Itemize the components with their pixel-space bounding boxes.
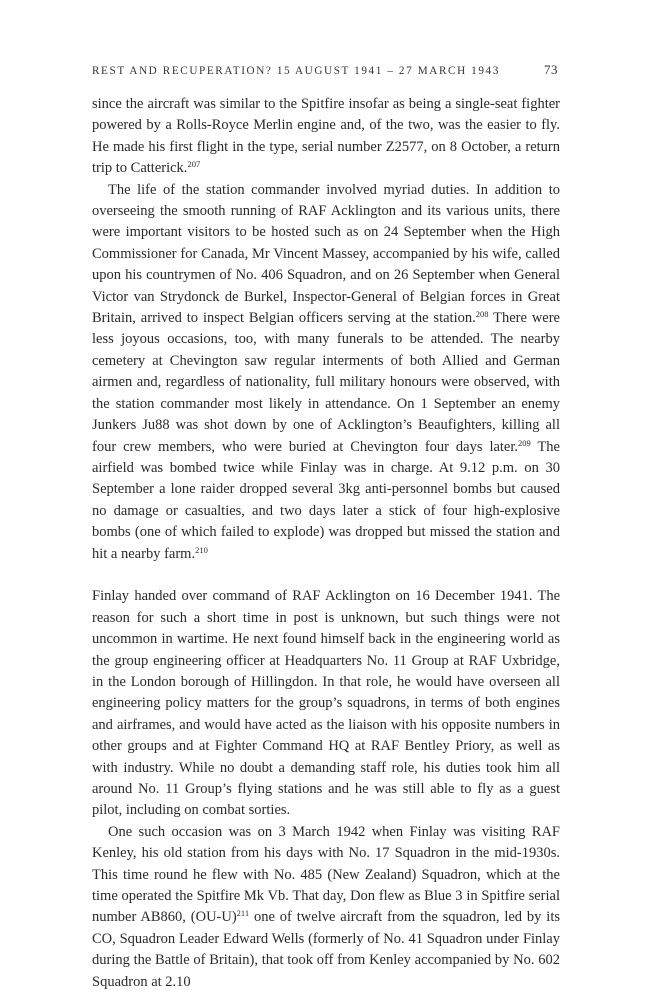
footnote-ref: 211 — [236, 908, 250, 919]
running-title: REST AND RECUPERATION? 15 AUGUST 1941 – 27 MARCH 1943 — [92, 65, 500, 77]
paragraph-handover: Finlay handed over command of RAF Acklington on 16 December 1941. The reason for such a short time in post is unknown, but such things were not uncommon in wartime. He next found himself back in the engineering world as the group engineering officer at Headquarters No. 11 Group at RAF Uxbridge, in the London borough of Hillingdon. In that role, he would have overseen all engineering policy matters for the group’s squadrons, in terms of both engines and airframes, and would have acted as the liaison with his opposite numbers in other groups and at Fighter Command HQ at RAF Bentley Priory, as well as with industry. While no doubt a demanding staff role, his duties took him all around No. 11 Group’s flying stations and he was still able to fly as a guest pilot, including on combat sorties. — [92, 588, 560, 819]
page-number: 73 — [544, 62, 558, 77]
body-text — [92, 94, 560, 993]
footnote-ref: 209 — [518, 437, 531, 448]
paragraph-station-commander: The life of the station commander involved myriad duties. In addition to overseeing the smooth running of RAF Acklington and its various units, there were important visitors to be hosted such as on 24 September when the High Commissioner for Canada, Mr Vincent Massey, accompanied by his wife, called upon his countrymen of No. 406 Squadron, and on 26 September when General Victor van Strydonck de Burkel, Inspector-General of Belgian forces in Great Britain, arrived to inspect Belgian officers serving at the station.$^{208}$ There were less joyous occasions, too, with many funerals to be attended. The nearby cemetery at Chevington saw regular interments of both Allied and German airmen and, regardless of nationality, full military honours were observed, with the station commander most likely in attendance. On 1 September an enemy Junkers Ju88 was shot down by one of Acklington’s Beaufighters, killing all four crew members, who were buried at Chevington four days later.$^{209}$ The airfield was bombed twice while Finlay was in charge. At 9.12 p.m. on 30 September a lone raider dropped several 3kg anti-personnel bombs but caused no damage or casualties, and two days later a stick of four high-explosive bombs (one of which failed to explode) was dropped but missed the station and hit a nearby farm.$^{210}$ — [92, 181, 560, 562]
running-header — [92, 62, 558, 78]
footnote-ref: 208 — [475, 309, 489, 320]
paragraph-continuation: since the aircraft was similar to the Spitfire insofar as being a single-seat fighter powered by a Rolls-Royce Merlin engine and, of the two, was the easier to fly. He made his first flight in the type, serial number Z2577, on 8 October, a return trip to Catterick.$^{207}$ — [92, 96, 560, 177]
paragraph-kenley: One such occasion was on 3 March 1942 when Finlay was visiting RAF Kenley, his old station from his days with No. 17 Squadron in the mid-1930s. This time round he flew with No. 485 (New Zealand) Squadron, which at the time operated the Spitfire Mk Vb. That day, Don flew as Blue 3 in Spitfire serial number AB860, $(OU-U)^{211}$ one of twelve aircraft from the squadron, led by its CO, Squadron Leader Edward Wells (formerly of No. 41 Squadron under Finlay during the Battle of Britain), that took off from Kenley accompanied by No. 602 Squadron at 2.10 — [92, 823, 560, 990]
footnote-ref: 210 — [195, 544, 208, 555]
footnote-ref: 207 — [187, 159, 201, 170]
